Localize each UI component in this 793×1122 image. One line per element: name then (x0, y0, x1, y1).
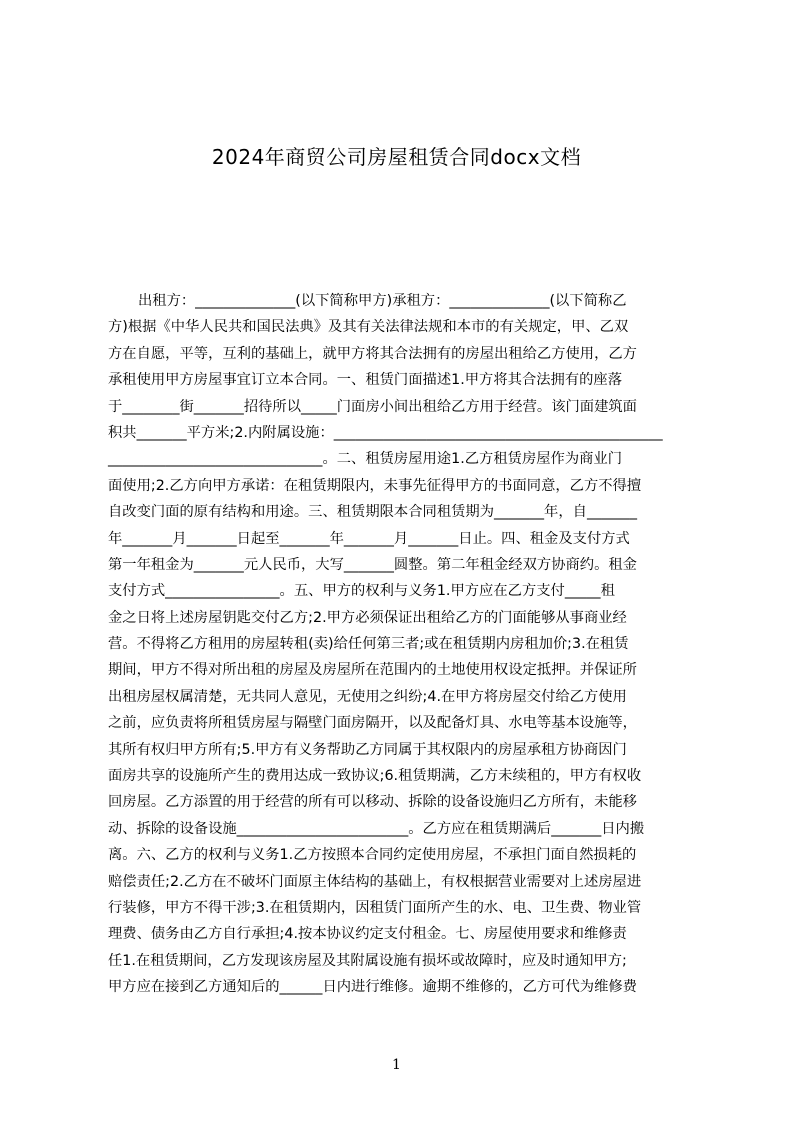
body-line: ______________________________。二、租赁房屋用途1.乙方租赁房屋作为商业门 (108, 451, 623, 468)
body-line: 支付方式________________。五、甲方的权利与义务1.甲方应在乙方支付_____租 (108, 583, 615, 600)
body-line: 之前，应负责将所租赁房屋与隔壁门面房隔开，以及配备灯具、水电等基本设施等， (108, 715, 637, 732)
body-line: 期间，甲方不得对所出租的房屋及房屋所在范围内的土地使用权设定抵押。并保证所 (108, 662, 637, 679)
body-line: 第一年租金为_______元人民币，大写_______圆整。第二年租金经双方协商约。租金 (108, 556, 637, 573)
body-line: 动、拆除的设备设施________________________。乙方应在租赁期满后_______日内搬 (108, 820, 645, 837)
body-line: 回房屋。乙方添置的用于经营的所有可以移动、拆除的设备设施归乙方所有，未能移 (108, 794, 637, 811)
body-line: 方在自愿，平等，互利的基础上，就甲方将其合法拥有的房屋出租给乙方使用，乙方 (108, 345, 637, 362)
contract-body (108, 288, 698, 996)
body-line: 理费、债务由乙方自行承担;4.按本协议约定支付租金。七、房屋使用要求和维修责 (108, 926, 627, 943)
body-line: 营。不得将乙方租用的房屋转租(卖)给任何第三者;或在租赁期内房租加价;3.在租赁 (108, 636, 629, 653)
body-line: 任1.在租赁期间，乙方发现该房屋及其附属设施有损坏或故障时，应及时通知甲方; (108, 952, 627, 969)
body-line: 积共_______平方米;2.内附属设施：______________________________________________ (108, 424, 663, 441)
body-line: 于________街_______招待所以_____门面房小间出租给乙方用于经营。该门面建筑面 (108, 398, 637, 415)
body-line: 承租使用甲方房屋事宜订立本合同。一、租赁门面描述1.甲方将其合法拥有的座落 (108, 372, 623, 389)
body-line: 金之日将上述房屋钥匙交付乙方;2.甲方必须保证出租给乙方的门面能够从事商业经 (108, 609, 627, 626)
body-line: 方)根据《中华人民共和国民法典》及其有关法律法规和本市的有关规定，甲、乙双 (108, 319, 629, 336)
body-line: 面房共享的设施所产生的费用达成一致协议;6.租赁期满，乙方未续租的，甲方有权收 (108, 768, 642, 785)
body-line: 其所有权归甲方所有;5.甲方有义务帮助乙方同属于其权限内的房屋承租方协商因门 (108, 741, 627, 758)
body-line: 甲方应在接到乙方通知后的______日内进行维修。逾期不维修的，乙方可代为维修费 (108, 979, 637, 996)
page-number: 1 (392, 1057, 401, 1073)
document-title: 2024年商贸公司房屋租赁合同docx文档 (211, 145, 582, 169)
body-line: 自改变门面的原有结构和用途。三、租赁期限本合同租赁期为_______年，自_______ (108, 504, 637, 521)
body-line: 出租方：______________(以下简称甲方)承租方：______________(以下简称乙 (138, 293, 627, 309)
body-line: 出租房屋权属清楚，无共同人意见，无使用之纠纷;4.在甲方将房屋交付给乙方使用 (108, 688, 627, 705)
body-line: 赔偿责任;2.乙方在不破坏门面原主体结构的基础上，有权根据营业需要对上述房屋进 (108, 873, 642, 890)
body-line: 年_______月_______日起至_______年_______月_______日止。四、租金及支付方式 (108, 530, 630, 547)
body-line: 面使用;2.乙方向甲方承诺：在租赁期限内，未事先征得甲方的书面同意，乙方不得擅 (108, 477, 642, 494)
body-line: 行装修，甲方不得干涉;3.在租赁期内，因租赁门面所产生的水、电、卫生费、物业管 (108, 899, 642, 916)
body-line: 离。六、乙方的权利与义务1.乙方按照本合同约定使用房屋，不承担门面自然损耗的 (108, 847, 637, 864)
